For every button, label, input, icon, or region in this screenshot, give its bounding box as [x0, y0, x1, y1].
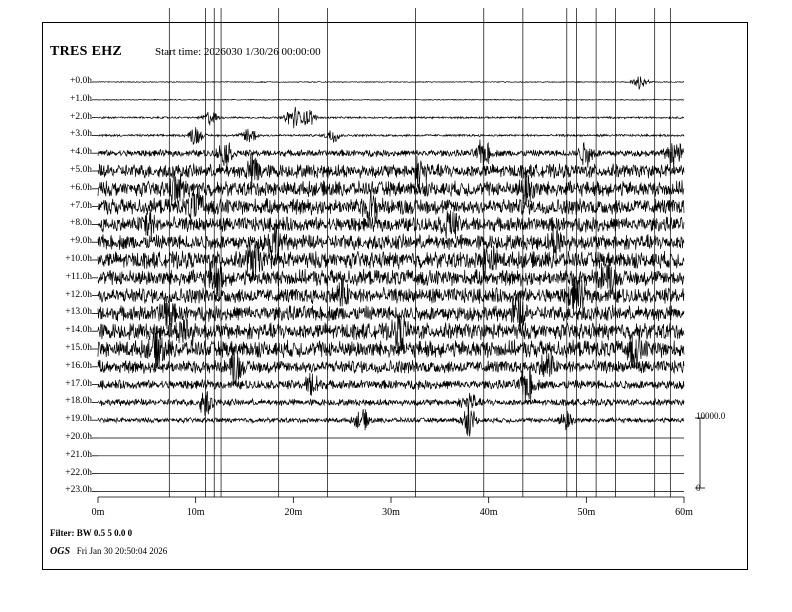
start-time-value: 2026030 1/30/26 00:00:00	[203, 46, 321, 58]
y-tick-label: +11.0h	[65, 271, 92, 282]
generated-timestamp: Fri Jan 30 20:50:04 2026	[76, 546, 168, 556]
y-tick-label: +23.0h	[65, 485, 92, 496]
filter-info: Filter: BW 0.5 5 0.0 0	[50, 528, 133, 538]
y-tick-label: +18.0h	[65, 396, 92, 407]
y-tick-label: +6.0h	[70, 182, 92, 193]
y-tick-label: +4.0h	[70, 147, 92, 158]
y-tick-label: +21.0h	[65, 449, 92, 460]
y-tick-label: +15.0h	[65, 343, 92, 353]
x-tick-label: 50m	[577, 507, 596, 518]
y-tick-label: +12.0h	[65, 289, 92, 300]
x-tick-label: 10m	[186, 507, 205, 518]
start-time-label: Start time:	[155, 46, 202, 58]
y-tick-label: +8.0h	[70, 218, 92, 229]
x-tick-label: 30m	[382, 507, 400, 518]
y-tick-label: +7.0h	[70, 200, 92, 211]
y-tick-label: +16.0h	[65, 360, 92, 371]
y-tick-label: +2.0h	[70, 111, 92, 122]
scale-bottom-label: 0	[696, 483, 701, 493]
y-tick-label: +0.0h	[70, 76, 92, 86]
y-tick-label: +17.0h	[65, 378, 92, 389]
org-label: OGS	[50, 546, 71, 557]
y-tick-label: +1.0h	[70, 93, 92, 104]
x-tick-label: 0m	[91, 507, 105, 518]
y-tick-label: +5.0h	[70, 165, 92, 175]
y-tick-label: +3.0h	[70, 129, 92, 140]
page-title: TRES EHZ	[50, 44, 123, 59]
y-tick-label: +22.0h	[65, 467, 92, 478]
y-tick-label: +10.0h	[65, 254, 92, 264]
y-tick-label: +20.0h	[65, 432, 92, 442]
y-tick-label: +19.0h	[65, 414, 92, 425]
x-tick-label: 20m	[284, 507, 303, 518]
x-tick-label: 60m	[675, 507, 693, 518]
x-tick-label: 40m	[479, 507, 498, 518]
y-tick-label: +13.0h	[65, 307, 92, 318]
y-tick-label: +14.0h	[65, 325, 92, 336]
y-tick-label: +9.0h	[70, 236, 92, 247]
footer-info	[50, 546, 167, 557]
scale-top-label: 10000.0	[696, 411, 726, 421]
